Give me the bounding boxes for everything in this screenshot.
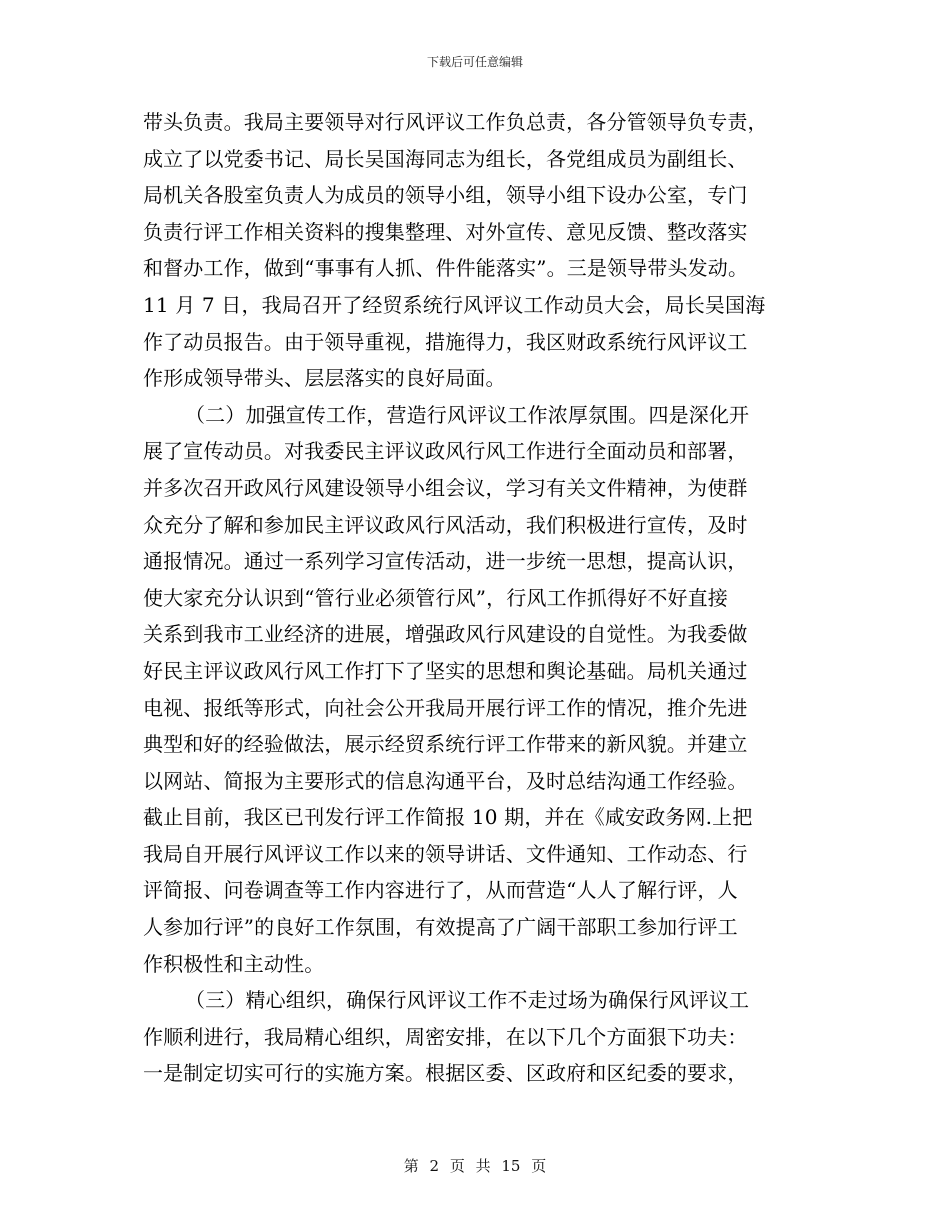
body-line: 我局自开展行风评议工作以来的领导讲话、文件通知、工作动态、行	[143, 841, 748, 866]
body-line: 成立了以党委书记、局长吴国海同志为组长，各党组成员为副组长、	[143, 146, 748, 171]
body-line: 带头负责。我局主要领导对行风评议工作负总责，各分管领导负专责，	[143, 110, 768, 134]
body-line: 以网站、简报为主要形式的信息沟通平台，及时总结沟通工作经验。	[143, 768, 748, 793]
body-line: 负责行评工作相关资料的搜集整理、对外宣传、意见反馈、整改落实	[143, 219, 748, 244]
body-line: 典型和好的经验做法，展示经贸系统行评工作带来的新风貌。并建立	[143, 732, 748, 757]
body-line: 一是制定切实可行的实施方案。根据区委、区政府和区纪委的要求，	[143, 1061, 748, 1086]
body-line: 作形成领导带头、层层落实的良好局面。	[143, 366, 506, 391]
section-heading-line: （三）精心组织，确保行风评议工作不走过场为确保行风评议工	[185, 988, 750, 1013]
body-line: 11 月 7 日，我局召开了经贸系统行风评议工作动员大会，局长吴国海	[143, 292, 766, 317]
body-line: 局机关各股室负责人为成员的领导小组，领导小组下设办公室，专门	[143, 183, 748, 208]
body-line: 作顺利进行，我局精心组织，周密安排，在以下几个方面狠下功夫：	[143, 1024, 748, 1049]
body-line: 人参加行评”的良好工作氛围，有效提高了广阔干部职工参加行评工	[143, 915, 738, 940]
body-line: 作了动员报告。由于领导重视，措施得力，我区财政系统行风评议工	[143, 329, 748, 354]
header-note: 下载后可任意编辑	[426, 55, 523, 69]
body-line: 并多次召开政风行风建设领导小组会议，学习有关文件精神，为使群	[143, 475, 748, 500]
document-body	[143, 104, 813, 1092]
body-line: 作积极性和主动性。	[143, 951, 325, 976]
body-line: 众充分了解和参加民主评议政风行风活动，我们积极进行宣传，及时	[143, 512, 748, 537]
body-line: 展了宣传动员。对我委民主评议政风行风工作进行全面动员和部署，	[143, 439, 748, 464]
body-line: 好民主评议政风行风工作打下了坚实的思想和舆论基础。局机关通过	[143, 658, 748, 683]
body-line: 电视、报纸等形式，向社会公开我局开展行评工作的情况，推介先进	[143, 695, 748, 720]
body-line: 截止目前，我区已刊发行评工作简报 10 期，并在《咸安政务网.上把	[143, 805, 753, 830]
section-heading-line: （二）加强宣传工作，营造行风评议工作浓厚氛围。四是深化开	[185, 402, 750, 427]
body-line: 和督办工作，做到“事事有人抓、件件能落实”。三是领导带头发动。	[143, 256, 749, 281]
body-line: 使大家充分认识到“管行业必须管行风”，行风工作抓得好不好直接	[143, 585, 728, 610]
body-line: 通报情况。通过一系列学习宣传活动，进一步统一思想，提高认识，	[143, 549, 748, 574]
body-line: 关系到我市工业经济的进展，增强政风行风建设的自觉性。为我委做	[143, 622, 748, 647]
body-line: 评简报、问卷调查等工作内容进行了，从而营造“人人了解行评，人	[143, 878, 738, 903]
page-number: 第 2 页 共 15 页	[403, 1157, 547, 1175]
